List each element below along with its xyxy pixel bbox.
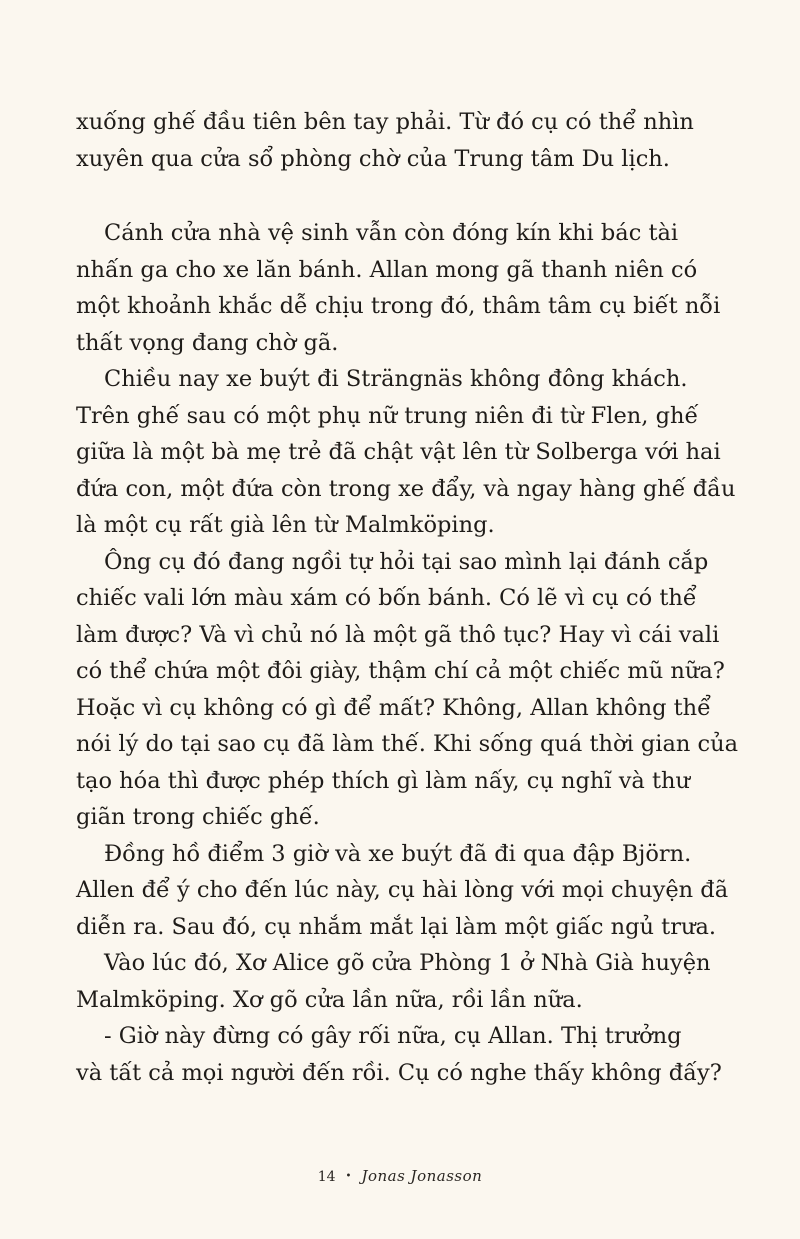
text-line: xuống ghế đầu tiên bên tay phải. Từ đó cụ có thể nhìn — [76, 109, 694, 135]
paragraph — [76, 215, 726, 361]
text-line: có thể chứa một đôi giày, thậm chí cả một chiếc mũ nữa? — [76, 658, 725, 684]
paragraph — [76, 544, 739, 836]
paragraph — [76, 361, 736, 544]
text-line: Cánh cửa nhà vệ sinh vẫn còn đóng kín khi bác tài — [104, 220, 679, 246]
text-line: - Giờ này đừng có gây rối nữa, cụ Allan. Thị trưởng — [104, 1023, 682, 1049]
text-line: và tất cả mọi người đến rồi. Cụ có nghe thấy không đấy? — [76, 1059, 722, 1086]
text-line: giãn trong chiếc ghế. — [76, 804, 320, 830]
text-line: là một cụ rất già lên từ Malmköping. — [76, 512, 495, 538]
paragraph — [76, 1018, 726, 1091]
text-line: Ông cụ đó đang ngồi tự hỏi tại sao mình lại đánh cắp — [104, 548, 709, 575]
text-line: chiếc vali lớn màu xám có bốn bánh. Có lẽ vì cụ có thể — [76, 585, 697, 611]
text-line: làm được? Và vì chủ nó là một gã thô tục? Hay vì cái vali — [76, 621, 720, 648]
text-line: đứa con, một đứa còn trong xe đẩy, và ngay hàng ghế đầu — [76, 475, 736, 502]
text-line: Trên ghế sau có một phụ nữ trung niên đi từ Flen, ghế — [76, 402, 699, 429]
text-line: thất vọng đang chờ gã. — [76, 329, 339, 356]
running-author: Jonas Jonasson — [361, 1167, 483, 1185]
text-line: Vào lúc đó, Xơ Alice gõ cửa Phòng 1 ở Nhà Già huyện — [104, 950, 711, 976]
text-line: một khoảnh khắc dễ chịu trong đó, thâm tâm cụ biết nỗi — [76, 293, 721, 319]
paragraph — [76, 836, 729, 946]
page-footer — [0, 1167, 800, 1185]
text-line: xuyên qua cửa sổ phòng chờ của Trung tâm Du lịch. — [76, 145, 670, 172]
body-text — [76, 104, 739, 1091]
paragraph — [76, 945, 726, 1018]
text-line: Allen để ý cho đến lúc này, cụ hài lòng với mọi chuyện đã — [76, 877, 729, 903]
text-line: giữa là một bà mẹ trẻ đã chật vật lên từ Solberga với hai — [76, 439, 721, 465]
separator-bullet: • — [345, 1171, 352, 1182]
page-number: 14 — [317, 1169, 336, 1185]
text-line: Malmköping. Xơ gõ cửa lần nữa, rồi lần nữa. — [76, 986, 583, 1013]
text-line: nhấn ga cho xe lăn bánh. Allan mong gã thanh niên có — [76, 256, 698, 283]
paragraph — [76, 104, 726, 177]
text-line: nói lý do tại sao cụ đã làm thế. Khi sống quá thời gian của — [76, 731, 739, 757]
text-line: tạo hóa thì được phép thích gì làm nấy, cụ nghĩ và thư — [76, 767, 691, 794]
text-line: Hoặc vì cụ không có gì để mất? Không, Allan không thể — [76, 694, 712, 721]
text-line: Chiều nay xe buýt đi Strängnäs không đông khách. — [104, 366, 688, 392]
text-line: Đồng hồ điểm 3 giờ và xe buýt đã đi qua đập Björn. — [104, 840, 692, 867]
text-line: diễn ra. Sau đó, cụ nhắm mắt lại làm một giấc ngủ trưa. — [76, 913, 717, 940]
